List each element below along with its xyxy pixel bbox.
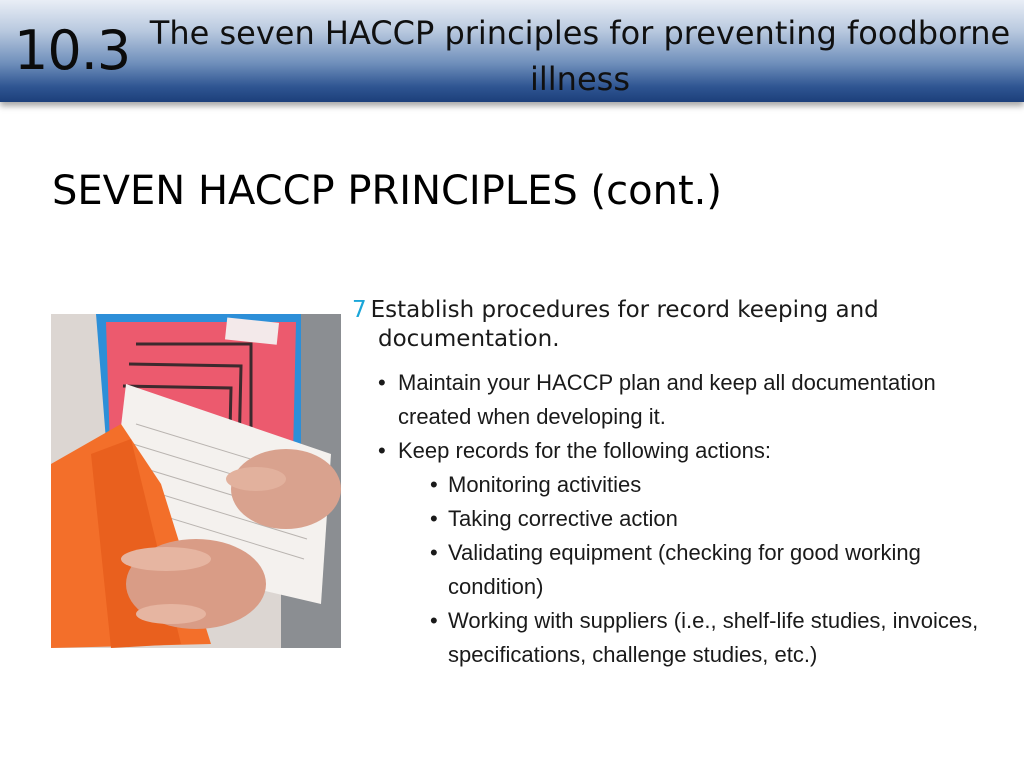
folder-records-photo bbox=[51, 314, 341, 648]
slide-title: SEVEN HACCP PRINCIPLES (cont.) bbox=[52, 168, 722, 214]
principle-item bbox=[350, 296, 990, 354]
sub-bullet-item: • Working with suppliers (i.e., shelf-life studies, invoices, specifications, challenge studies, etc.) bbox=[448, 604, 990, 672]
bullet-item: • Keep records for the following actions: bbox=[396, 434, 990, 468]
principle-number: 7 bbox=[352, 297, 367, 323]
section-number: 10.3 bbox=[14, 19, 131, 82]
bullet-list bbox=[350, 366, 990, 468]
principle-text: Establish procedures for record keeping and documentation. bbox=[370, 297, 879, 352]
sub-bullet-item: • Taking corrective action bbox=[448, 502, 990, 536]
slide-header bbox=[0, 0, 1024, 102]
sub-bullet-item: • Validating equipment (checking for good working condition) bbox=[448, 536, 990, 604]
sub-bullet-item: • Monitoring activities bbox=[448, 468, 990, 502]
header-title: The seven HACCP principles for preventing foodborne illness bbox=[149, 14, 1011, 98]
bullet-item: • Maintain your HACCP plan and keep all documentation created when developing it. bbox=[396, 366, 990, 434]
sub-bullet-list bbox=[350, 468, 990, 672]
content-body bbox=[350, 296, 990, 672]
folder-photo-illustration bbox=[51, 314, 341, 648]
